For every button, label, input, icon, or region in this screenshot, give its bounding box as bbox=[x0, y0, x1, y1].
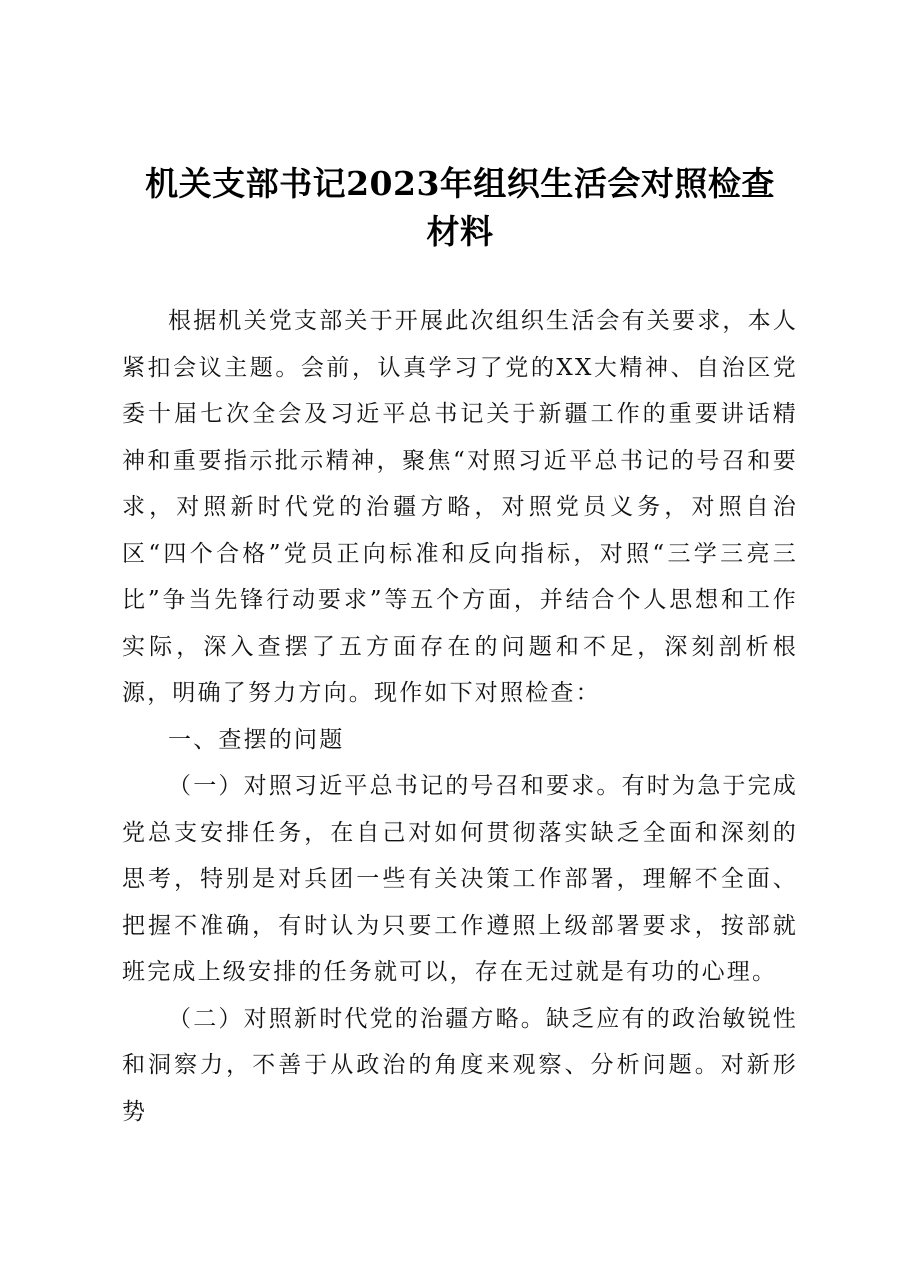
document-body bbox=[122, 298, 798, 1135]
section-heading: 一、查摆的问题 bbox=[168, 726, 345, 753]
document-title: 机关支部书记2023年组织生活会对照检查材料 bbox=[145, 164, 775, 251]
paragraph-item-1: （一）对照习近平总书记的号召和要求。有时为急于完成党总支安排任务，在自己对如何贯彻落实缺乏全面和深刻的思考，特别是对兵团一些有关决策工作部署，理解不全面、把握不准确，有时认为只要工作遵照上级部署要求，按部就班完成上级安排的任务就可以，存在无过就是有功的心理。 bbox=[122, 773, 798, 985]
paragraph-intro: 根据机关党支部关于开展此次组织生活会有关要求，本人紧扣会议主题。会前，认真学习了党的XX大精神、自治区党委十届七次全会及习近平总书记关于新疆工作的重要讲话精神和重要指示批示精神，聚焦“对照习近平总书记的号召和要求，对照新时代党的治疆方略，对照党员义务，对照自治区“四个合格”党员正向标准和反向指标，对照“三学三亮三比”争当先锋行动要求”等五个方面，并结合个人思想和工作实际，深入查摆了五方面存在的问题和不足，深刻剖析根源，明确了努力方向。现作如下对照检查： bbox=[122, 308, 798, 706]
paragraph-item-2: （二）对照新时代党的治疆方略。缺乏应有的政治敏锐性和洞察力，不善于从政治的角度来观察、分析问题。对新形势 bbox=[122, 1005, 798, 1125]
